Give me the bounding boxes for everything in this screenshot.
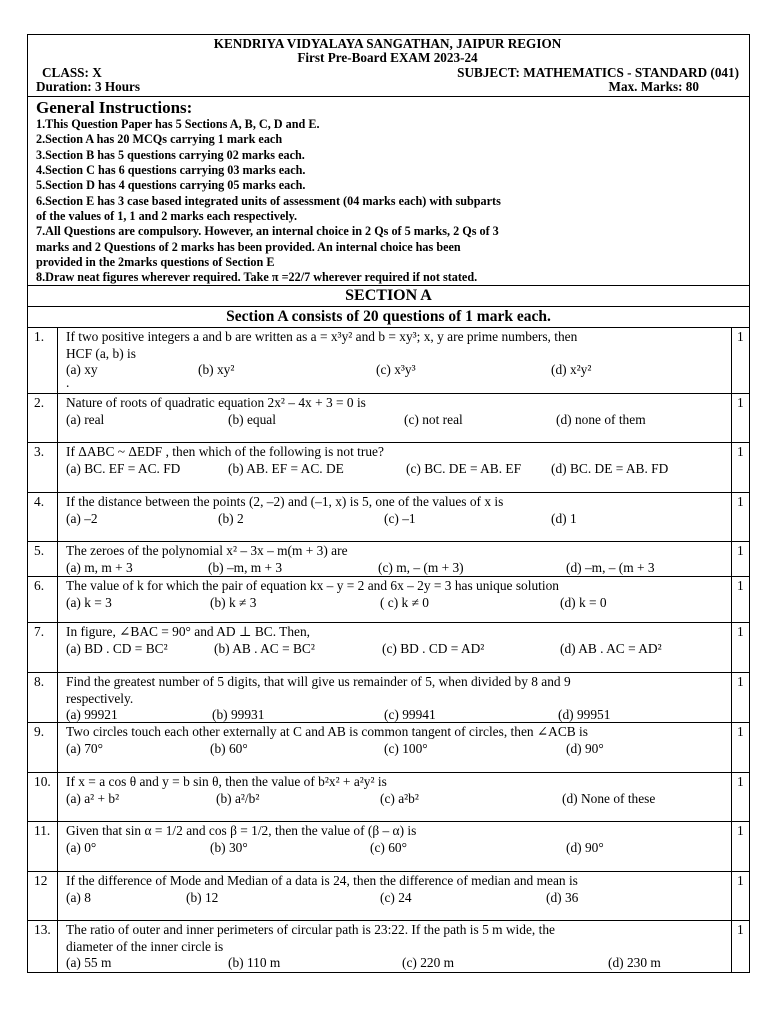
question-row <box>28 723 749 773</box>
question-number: 2. <box>28 394 58 442</box>
option-d: (d) 90° <box>566 740 604 756</box>
option-a: (a) 70° <box>66 740 103 756</box>
option-d: (d) x²y² <box>551 362 592 378</box>
question-marks: 1 <box>737 543 744 559</box>
option-b: (b) k ≠ 3 <box>210 594 257 610</box>
instruction-line: 6.Section E has 3 case based integrated units of assessment (04 marks each) with subparts <box>36 193 501 208</box>
options-row <box>66 412 727 429</box>
option-a: (a) BD . CD = BC² <box>66 640 168 656</box>
question-text: If the distance between the points (2, –2) and (–1, x) is 5, one of the values of x is <box>66 494 504 510</box>
instruction-line: 7.All Questions are compulsory. However, an internal choice in 2 Qs of 5 marks, 2 Qs of 3 <box>36 224 499 239</box>
option-a: (a) 99921 <box>66 707 118 723</box>
question-marks: 1 <box>737 395 744 411</box>
section-subtitle: Section A consists of 20 questions of 1 mark each. <box>28 307 749 328</box>
option-d: (d) 230 m <box>608 955 661 971</box>
options-row <box>66 595 727 612</box>
question-number: 13. <box>28 921 58 972</box>
instruction-line: 1.This Question Paper has 5 Sections A, B, C, D and E. <box>36 117 320 132</box>
question-body <box>58 328 732 393</box>
question-body <box>58 773 732 821</box>
question-text: In figure, ∠BAC = 90° and AD ⊥ BC. Then, <box>66 624 311 640</box>
option-d: (d) AB . AC = AD² <box>560 640 662 656</box>
option-a: (a) 0° <box>66 839 97 855</box>
option-b: (b) xy² <box>198 362 235 378</box>
options-row <box>66 560 727 577</box>
question-body <box>58 577 732 622</box>
option-c: (c) 220 m <box>402 955 455 971</box>
question-text: The value of k for which the pair of equation kx – y = 2 and 6x – 2y = 3 has unique solution <box>66 578 559 594</box>
question-row <box>28 773 749 822</box>
options-row <box>66 362 727 379</box>
option-d: (d) 36 <box>546 889 579 905</box>
option-c: (c) 99941 <box>384 707 436 723</box>
section-title: SECTION A <box>28 286 749 307</box>
option-b: (b) 30° <box>210 839 248 855</box>
instruction-line: marks and 2 Questions of 2 marks has been provided. An internal choice has been <box>36 239 461 254</box>
trailing-mark: . <box>66 375 70 391</box>
question-body <box>58 921 732 972</box>
question-row <box>28 872 749 921</box>
option-c: ( c) k ≠ 0 <box>380 594 429 610</box>
question-row <box>28 328 749 394</box>
question-text: If ΔABC ~ ΔEDF , then which of the following is not true? <box>66 444 384 460</box>
question-text: If two positive integers a and b are written as a = x³y² and b = xy³; x, y are prime numbers, then <box>66 329 578 345</box>
subject-label: SUBJECT: MATHEMATICS - STANDARD (041) <box>457 64 739 80</box>
option-d: (d) 90° <box>566 839 604 855</box>
question-marks: 1 <box>737 444 744 460</box>
instruction-line: 5.Section D has 4 questions carrying 05 marks each. <box>36 178 306 193</box>
option-a: (a) m, m + 3 <box>66 559 133 575</box>
question-body <box>58 822 732 871</box>
option-c: (c) –1 <box>384 510 416 526</box>
option-d: (d) 99951 <box>558 707 611 723</box>
question-text: If x = a cos θ and y = b sin θ, then the value of b²x² + a²y² is <box>66 774 387 790</box>
options-row <box>66 791 727 808</box>
options-row <box>66 741 727 758</box>
question-marks: 1 <box>737 724 744 740</box>
question-marks: 1 <box>737 578 744 594</box>
question-body <box>58 673 732 722</box>
question-body <box>58 723 732 772</box>
question-row <box>28 822 749 872</box>
question-number: 10. <box>28 773 58 821</box>
option-c: (c) BC. DE = AB. EF <box>406 460 522 476</box>
option-b: (b) equal <box>228 411 276 427</box>
question-marks: 1 <box>737 823 744 839</box>
options-row <box>66 707 727 724</box>
question-row <box>28 673 749 723</box>
question-text: Find the greatest number of 5 digits, that will give us remainder of 5, when divided by 8 and 9 <box>66 674 571 690</box>
instruction-line: 4.Section C has 6 questions carrying 03 marks each. <box>36 163 306 178</box>
option-c: (c) 24 <box>380 889 412 905</box>
org-name: KENDRIYA VIDYALAYA SANGATHAN, JAIPUR REGION <box>213 36 562 51</box>
question-marks: 1 <box>737 624 744 640</box>
option-d: (d) none of them <box>556 411 646 427</box>
question-text: The zeroes of the polynomial x² – 3x – m(m + 3) are <box>66 543 348 559</box>
option-c: (c) a²b² <box>380 790 419 806</box>
question-marks: 1 <box>737 674 744 690</box>
question-row <box>28 921 749 972</box>
exam-name: First Pre-Board EXAM 2023-24 <box>297 50 478 66</box>
question-body <box>58 623 732 672</box>
question-number: 6. <box>28 577 58 622</box>
general-instructions <box>28 97 749 286</box>
option-c: (c) x³y³ <box>376 362 416 378</box>
option-a: (a) a² + b² <box>66 790 120 806</box>
question-number: 1. <box>28 328 58 393</box>
duration-label: Duration: 3 Hours <box>36 78 141 94</box>
question-body <box>58 443 732 492</box>
option-c: (c) BD . CD = AD² <box>382 640 485 656</box>
question-text: The ratio of outer and inner perimeters of circular path is 23:22. If the path is 5 m wide, the <box>66 922 555 938</box>
option-d: (d) BC. DE = AB. FD <box>551 460 669 476</box>
question-row <box>28 443 749 493</box>
option-a: (a) –2 <box>66 510 98 526</box>
options-row <box>66 890 727 907</box>
question-number: 8. <box>28 673 58 722</box>
question-marks: 1 <box>737 774 744 790</box>
options-row <box>66 511 727 528</box>
option-b: (b) 2 <box>218 510 244 526</box>
question-body <box>58 542 732 576</box>
question-number: 4. <box>28 493 58 541</box>
option-b: (b) 110 m <box>228 955 281 971</box>
class-label: CLASS: X <box>42 64 102 80</box>
max-marks-label: Max. Marks: 80 <box>608 78 699 94</box>
question-number: 12 <box>28 872 58 920</box>
question-text: respectively. <box>66 690 134 706</box>
question-row <box>28 493 749 542</box>
option-c: (c) 60° <box>370 839 407 855</box>
instruction-line: 3.Section B has 5 questions carrying 02 marks each. <box>36 147 305 162</box>
question-row <box>28 577 749 623</box>
instruction-line: 8.Draw neat figures wherever required. Take π =22/7 wherever required if not stated. <box>36 270 478 285</box>
instruction-line: of the values of 1, 1 and 2 marks each respectively. <box>36 208 298 223</box>
options-row <box>66 840 727 857</box>
question-text: HCF (a, b) is <box>66 345 136 361</box>
option-b: (b) –m, m + 3 <box>208 559 283 575</box>
question-text: Two circles touch each other externally at C and AB is common tangent of circles, then ∠ACB is <box>66 724 588 740</box>
question-marks: 1 <box>737 329 744 345</box>
question-marks: 1 <box>737 922 744 938</box>
options-row <box>66 955 727 972</box>
question-row <box>28 394 749 443</box>
instruction-line: 2.Section A has 20 MCQs carrying 1 mark each <box>36 132 283 147</box>
option-a: (a) 8 <box>66 889 91 905</box>
option-a: (a) BC. EF = AC. FD <box>66 460 181 476</box>
paper-header <box>28 35 749 97</box>
option-b: (b) 99931 <box>212 707 265 723</box>
question-number: 11. <box>28 822 58 871</box>
question-text: Nature of roots of quadratic equation 2x² – 4x + 3 = 0 is <box>66 395 366 411</box>
option-b: (b) AB. EF = AC. DE <box>228 460 344 476</box>
question-number: 9. <box>28 723 58 772</box>
option-d: (d) 1 <box>551 510 577 526</box>
option-b: (b) 60° <box>210 740 248 756</box>
option-a: (a) k = 3 <box>66 594 112 610</box>
question-marks: 1 <box>737 494 744 510</box>
question-text: Given that sin α = 1/2 and cos β = 1/2, then the value of (β – α) is <box>66 823 417 839</box>
option-d: (d) –m, – (m + 3 <box>566 559 655 575</box>
options-row <box>66 641 727 658</box>
question-body <box>58 394 732 442</box>
question-number: 5. <box>28 542 58 576</box>
option-d: (d) None of these <box>562 790 656 806</box>
option-c: (c) m, – (m + 3) <box>378 559 464 575</box>
instructions-title: General Instructions: <box>36 98 193 118</box>
option-b: (b) a²/b² <box>216 790 260 806</box>
question-text: If the difference of Mode and Median of a data is 24, then the difference of median and mean is <box>66 873 578 889</box>
option-d: (d) k = 0 <box>560 594 607 610</box>
options-row <box>66 461 727 478</box>
question-text: diameter of the inner circle is <box>66 938 224 954</box>
option-b: (b) 12 <box>186 889 219 905</box>
question-marks: 1 <box>737 873 744 889</box>
option-c: (c) 100° <box>384 740 428 756</box>
option-a: (a) real <box>66 411 105 427</box>
question-list <box>28 328 749 972</box>
option-a: (a) 55 m <box>66 955 112 971</box>
instruction-line: provided in the 2marks questions of Section E <box>36 254 275 269</box>
question-paper <box>27 34 750 973</box>
question-row <box>28 542 749 577</box>
option-a: (a) xy <box>66 362 98 378</box>
question-number: 7. <box>28 623 58 672</box>
question-number: 3. <box>28 443 58 492</box>
question-row <box>28 623 749 673</box>
question-body <box>58 493 732 541</box>
option-b: (b) AB . AC = BC² <box>214 640 315 656</box>
question-body <box>58 872 732 920</box>
option-c: (c) not real <box>404 411 463 427</box>
